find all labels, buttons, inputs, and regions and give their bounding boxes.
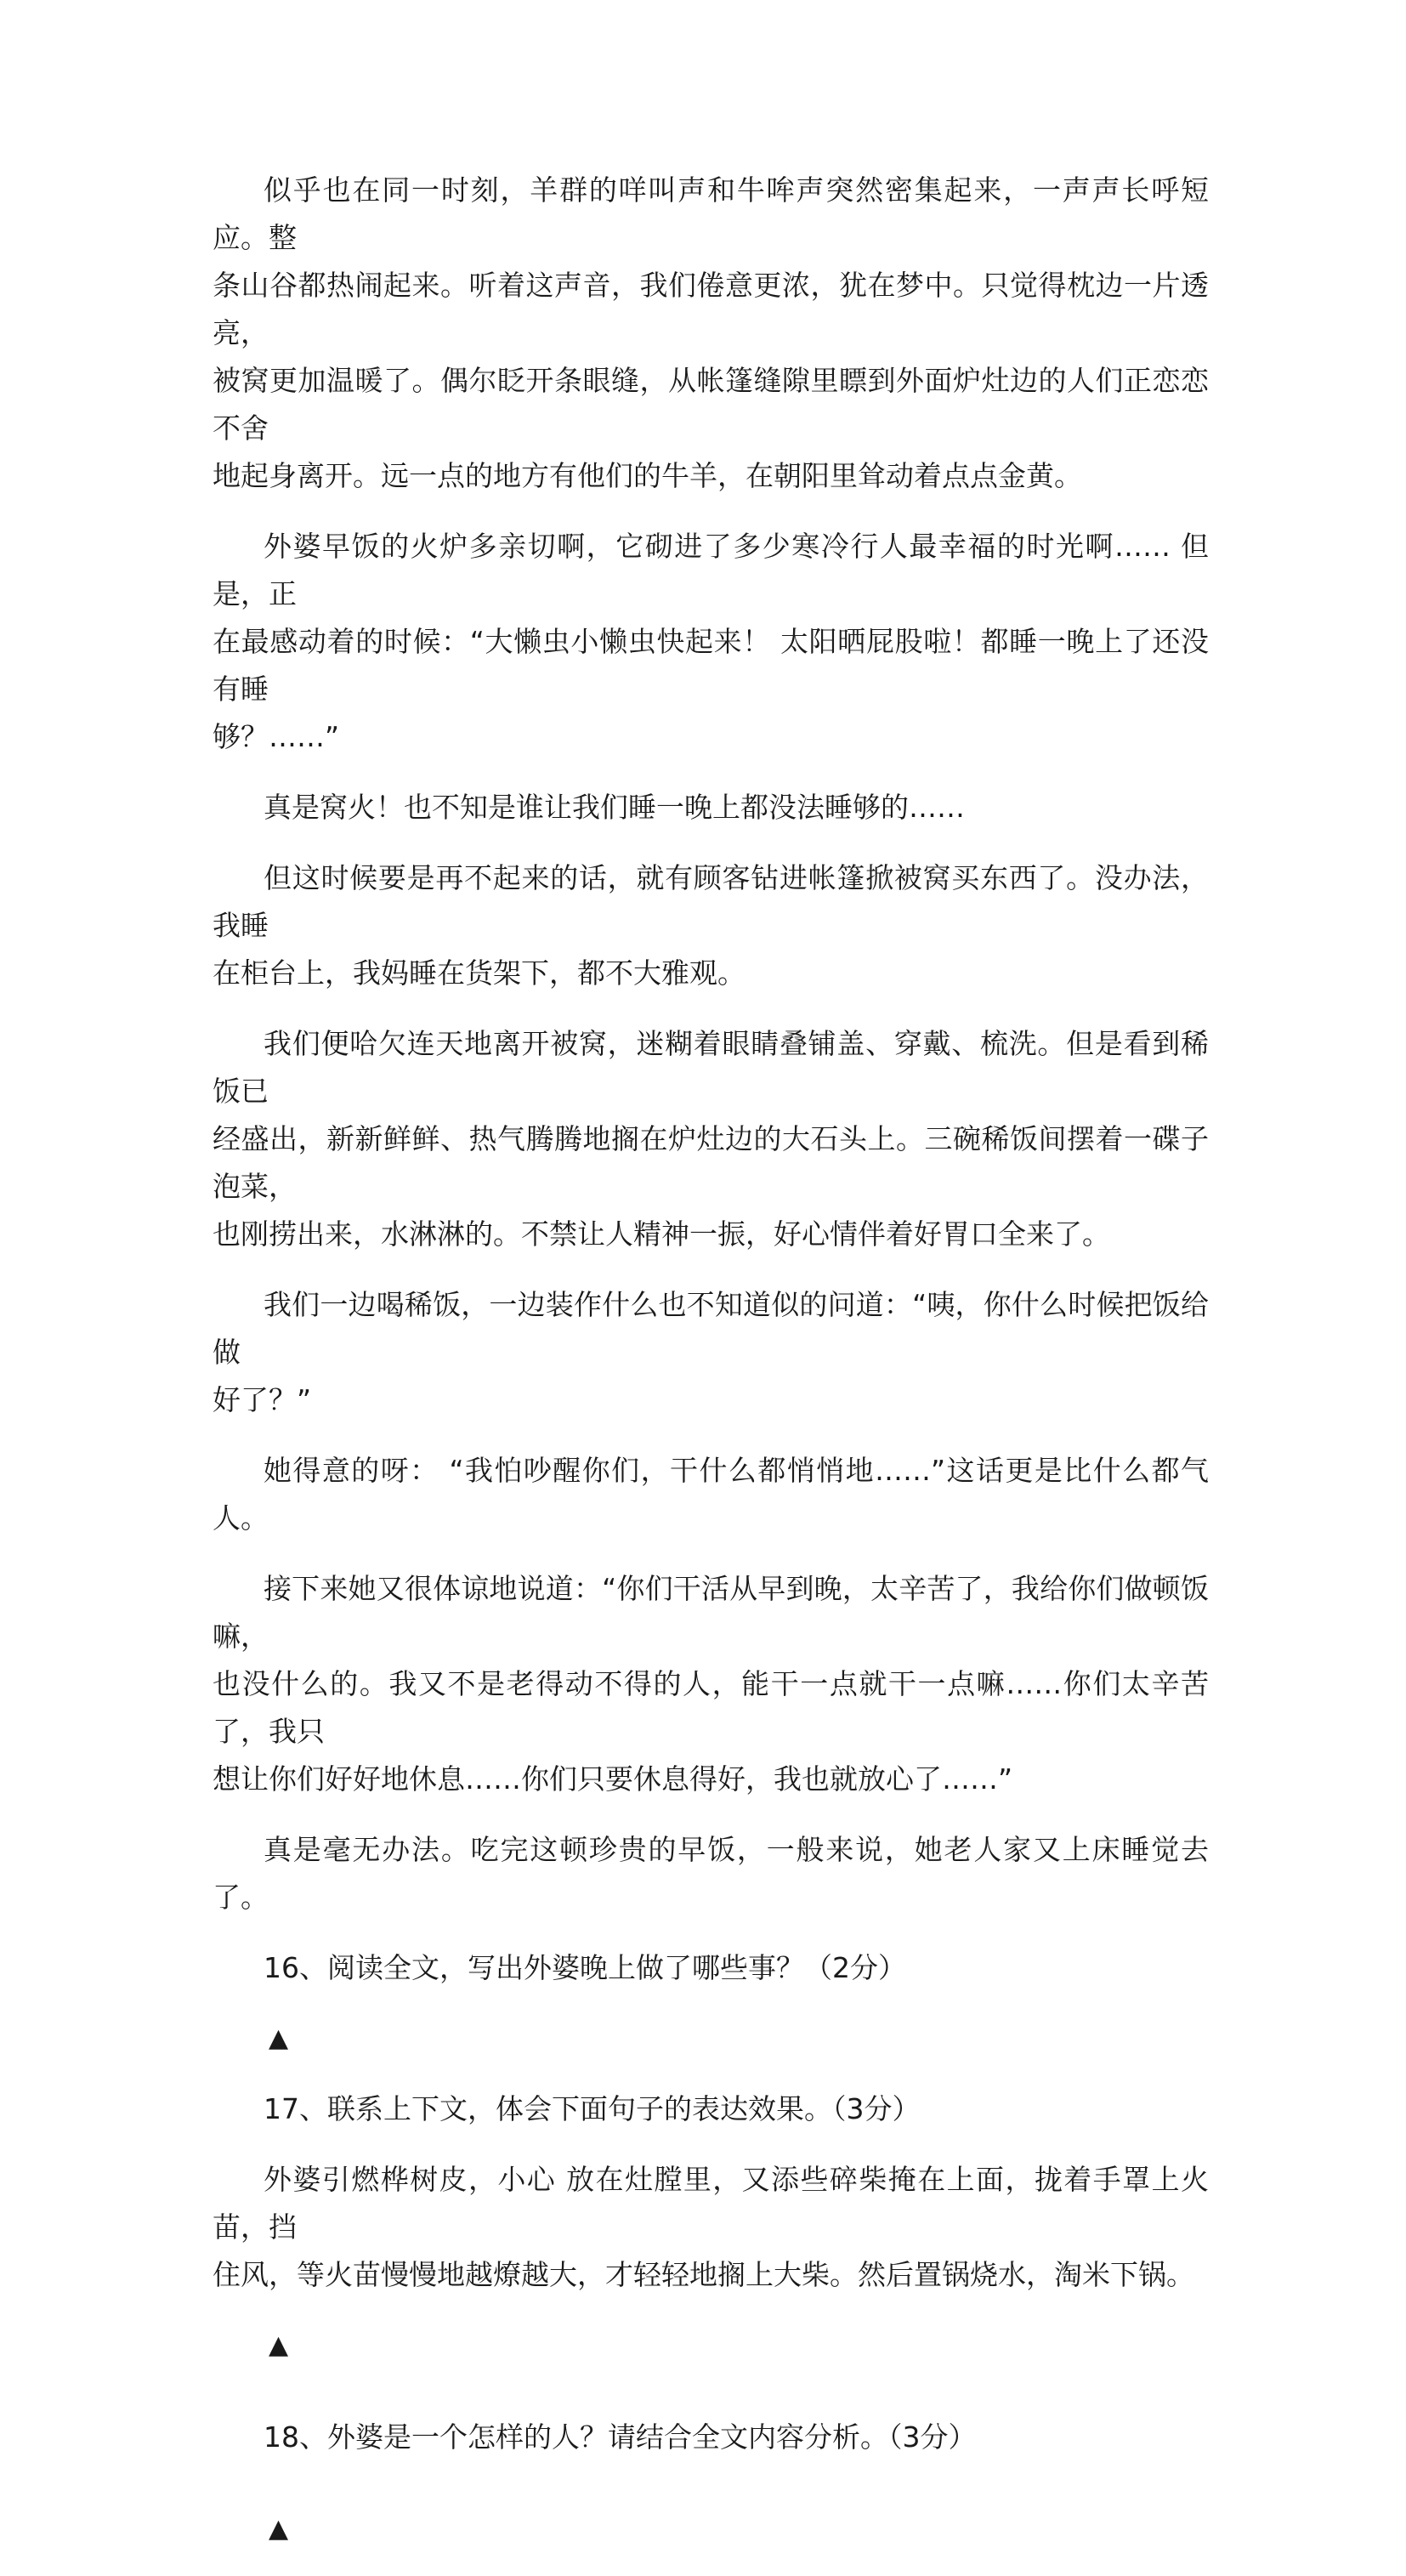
paragraph-7 xyxy=(213,1447,1209,1542)
paragraph-line: 经盛出，新新鲜鲜、热气腾腾地搁在炉灶边的大石头上。三碗稀饭间摆着一碟子泡菜， xyxy=(213,1122,1209,1203)
paragraph-line: 想让你们好好地休息……你们只要休息得好，我也就放心了……” xyxy=(213,1762,1013,1796)
paragraph-line: 地起身离开。远一点的地方有他们的牛羊，在朝阳里耸动着点点金黄。 xyxy=(213,459,1082,492)
paragraph-9 xyxy=(213,1826,1209,1921)
paragraph-line: 真是毫无办法。吃完这顿珍贵的早饭，一般来说，她老人家又上床睡觉去了。 xyxy=(213,1833,1209,1914)
paragraph-5 xyxy=(213,1020,1209,1258)
paragraph-line: 但这时候要是再不起来的话，就有顾客钻进帐篷掀被窝买东西了。没办法，我睡 xyxy=(213,861,1209,942)
paragraph-line: 接下来她又很体谅地说道：“你们干活从早到晚，太辛苦了，我给你们做顿饭嘛， xyxy=(213,1572,1209,1653)
quote-line: 外婆引燃桦树皮，小心 放在灶膛里，又添些碎柴掩在上面，拢着手罩上火苗，挡 xyxy=(213,2163,1209,2244)
quote-line: 住风，等火苗慢慢地越燎越大，才轻轻地搁上大柴。然后置锅烧水，淘米下锅。 xyxy=(213,2258,1194,2291)
answer-placeholder-17: ▲ xyxy=(269,2330,289,2360)
paragraph-line: 够？……” xyxy=(213,720,340,753)
question-18: 18、外婆是一个怎样的人？请结合全文内容分析。（3分） xyxy=(264,2420,977,2454)
paragraph-2 xyxy=(213,523,1209,761)
paragraph-1 xyxy=(213,167,1209,500)
paragraph-line: 真是窝火！也不知是谁让我们睡一晚上都没法睡够的…… xyxy=(264,791,965,824)
paragraph-8 xyxy=(213,1565,1209,1803)
paragraph-line: 在最感动着的时候：“大懒虫小懒虫快起来！ 太阳晒屁股啦！都睡一晚上了还没有睡 xyxy=(213,625,1209,706)
paragraph-line: 也没什么的。我又不是老得动不得的人，能干一点就干一点嘛……你们太辛苦了，我只 xyxy=(213,1667,1209,1748)
paragraph-line: 她得意的呀： “我怕吵醒你们，干什么都悄悄地……”这话更是比什么都气人。 xyxy=(213,1454,1209,1535)
paragraph-3 xyxy=(213,784,1209,831)
paragraph-line: 条山谷都热闹起来。听着这声音，我们倦意更浓，犹在梦中。只觉得枕边一片透亮， xyxy=(213,269,1209,349)
paragraph-4 xyxy=(213,854,1209,997)
paragraph-line: 好了？” xyxy=(213,1383,312,1416)
question-17-quote xyxy=(213,2156,1209,2299)
question-17: 17、联系上下文，体会下面句子的表达效果。（3分） xyxy=(264,2092,921,2125)
paragraph-line: 我们一边喝稀饭，一边装作什么也不知道似的问道：“咦，你什么时候把饭给做 xyxy=(213,1288,1209,1369)
paragraph-line: 似乎也在同一时刻，羊群的咩叫声和牛哞声突然密集起来，一声声长呼短应。整 xyxy=(213,173,1209,254)
paragraph-line: 被窝更加温暖了。偶尔眨开条眼缝，从帐篷缝隙里瞟到外面炉灶边的人们正恋恋不舍 xyxy=(213,364,1209,445)
paragraph-line: 在柜台上，我妈睡在货架下，都不大雅观。 xyxy=(213,956,746,990)
document-page xyxy=(213,167,1209,2576)
paragraph-line: 也刚捞出来，水淋淋的。不禁让人精神一振，好心情伴着好胃口全来了。 xyxy=(213,1217,1110,1251)
answer-placeholder-16: ▲ xyxy=(269,2023,289,2053)
paragraph-line: 外婆早饭的火炉多亲切啊，它砌进了多少寒冷行人最幸福的时光啊…… 但是，正 xyxy=(213,530,1209,610)
answer-placeholder-18: ▲ xyxy=(269,2514,289,2544)
question-16: 16、阅读全文，写出外婆晚上做了哪些事？（2分） xyxy=(264,1951,906,1984)
paragraph-line: 我们便哈欠连天地离开被窝，迷糊着眼睛叠铺盖、穿戴、梳洗。但是看到稀饭已 xyxy=(213,1027,1209,1108)
paragraph-6 xyxy=(213,1281,1209,1424)
